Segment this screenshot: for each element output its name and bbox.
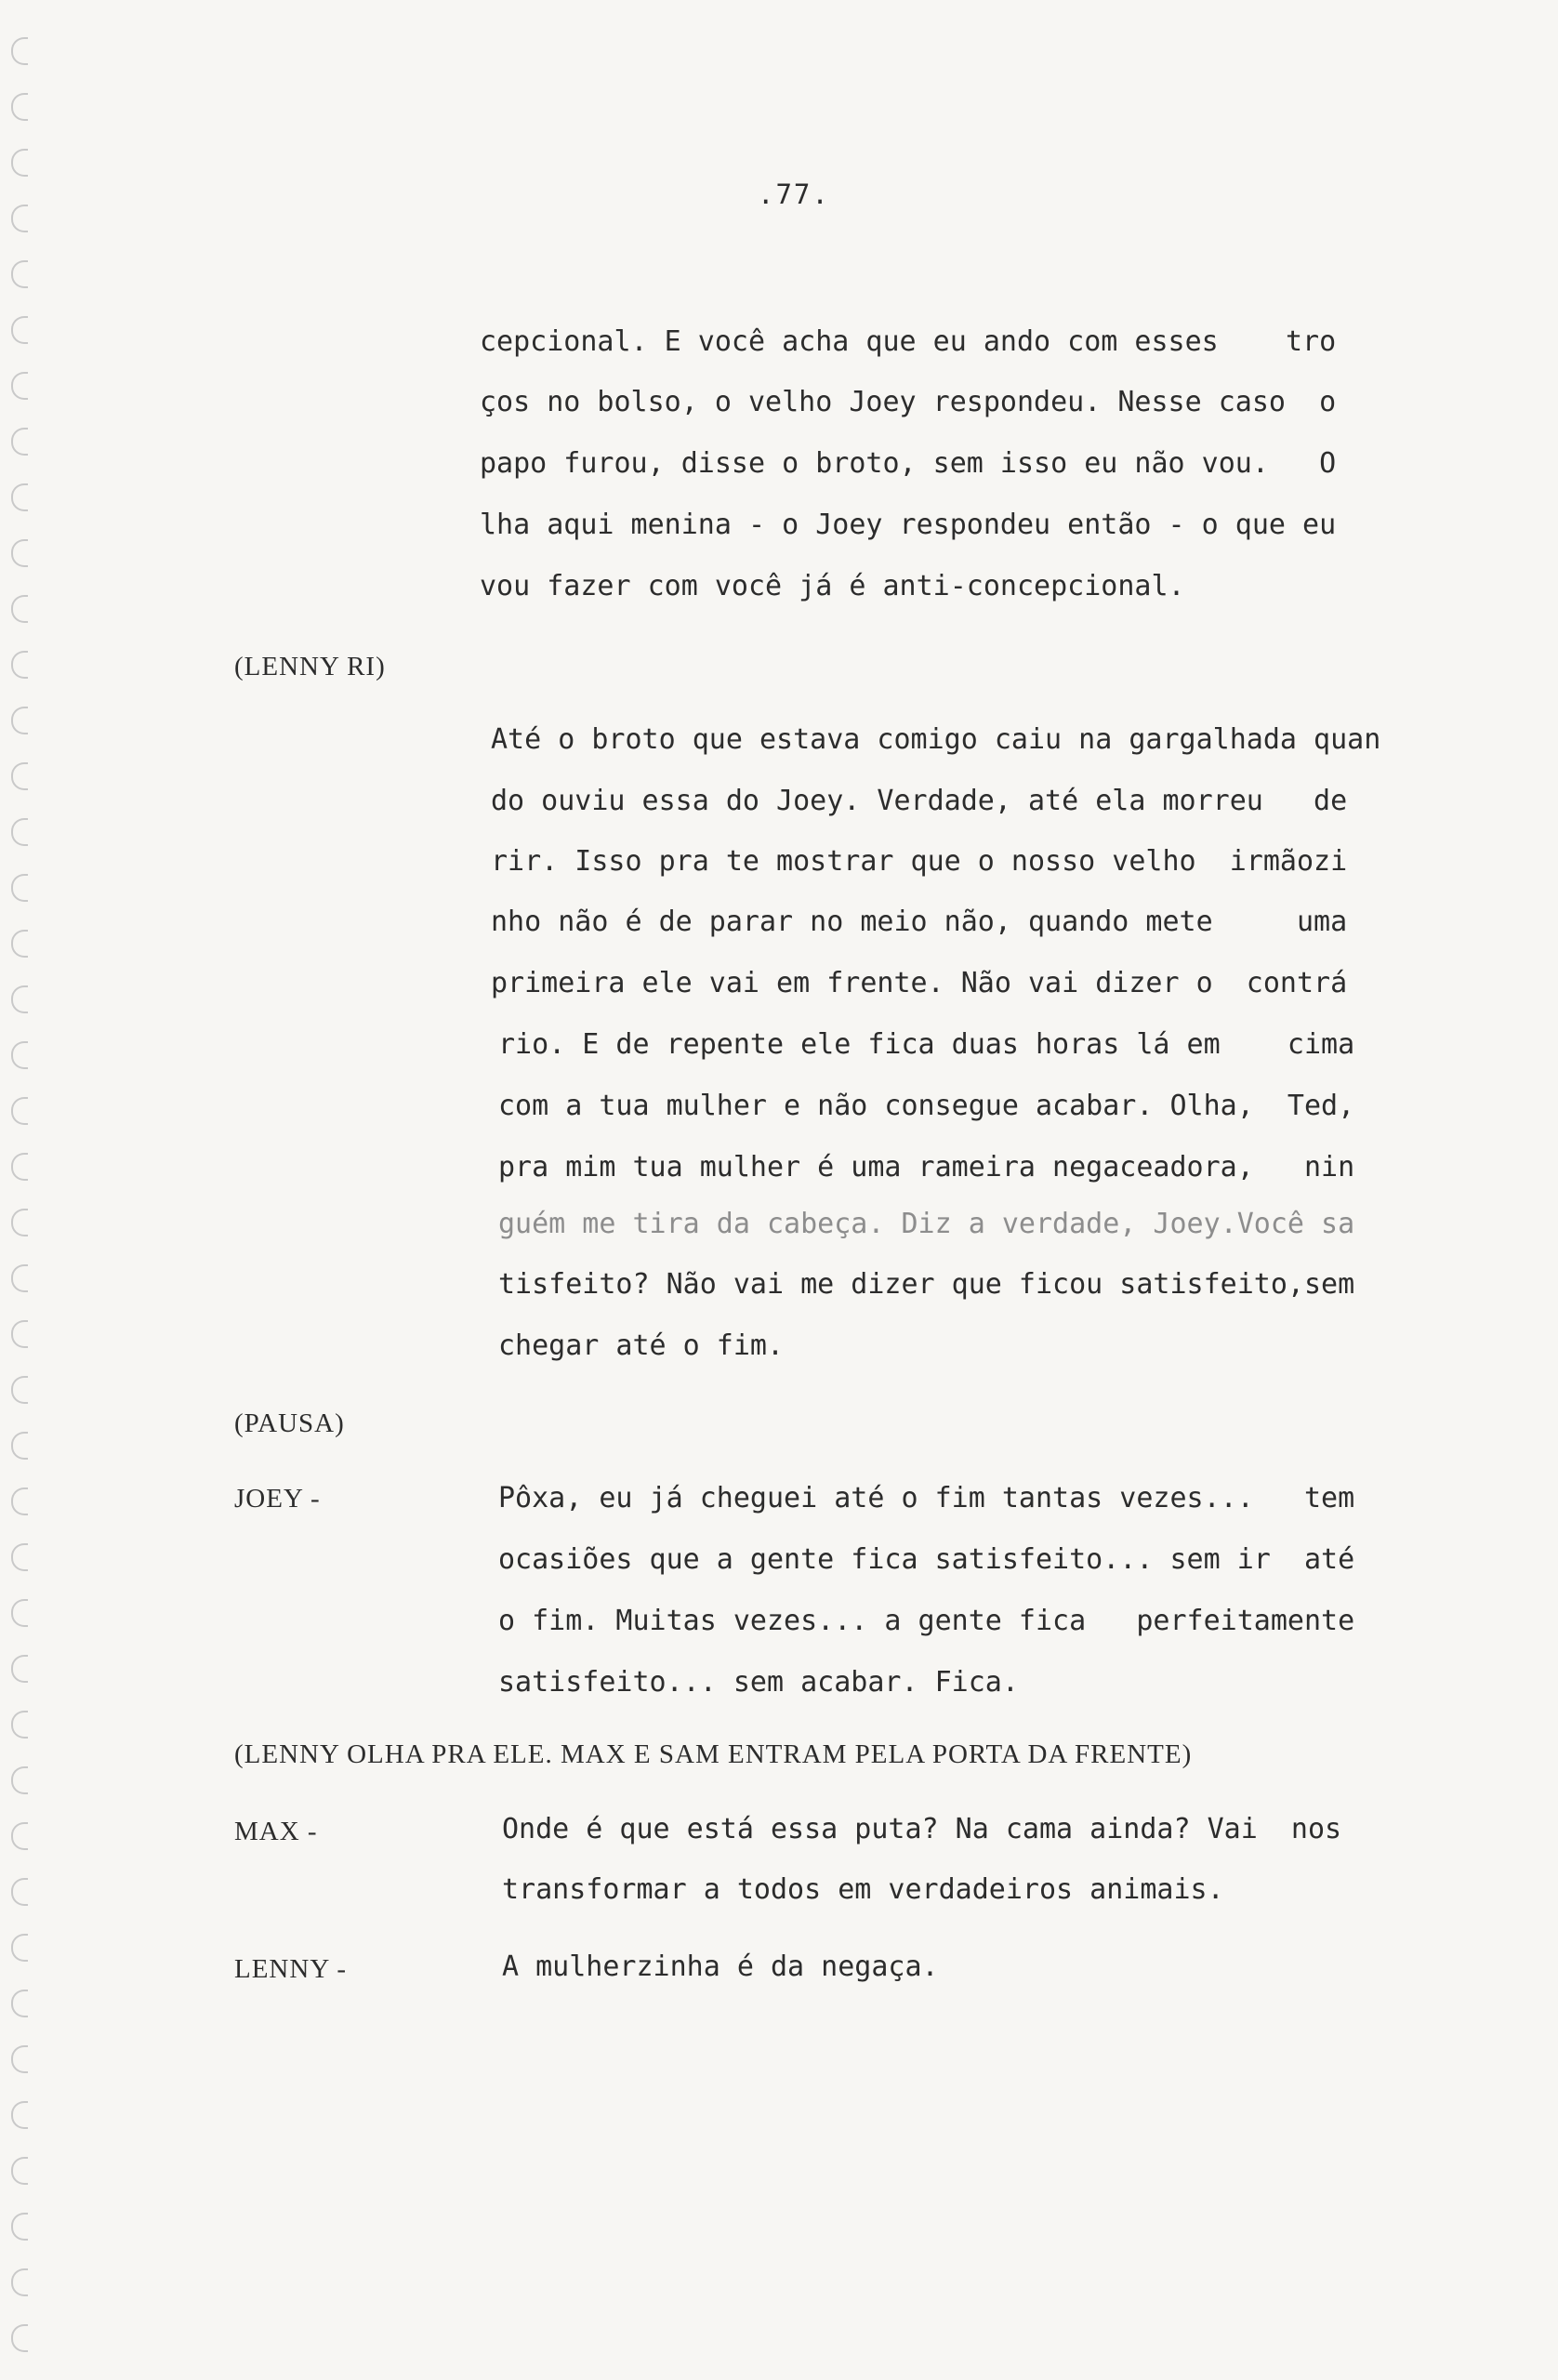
smudged-text-line: guém me tira da cabeça. Diz a verdade, Joey.Você sa: [498, 1208, 1355, 1240]
binding-hole: [11, 205, 28, 232]
binding-hole: [11, 2324, 28, 2352]
binding-hole: [11, 2213, 28, 2241]
text-line: com a tua mulher e não consegue acabar. Olha, Ted,: [498, 1090, 1355, 1122]
binding-hole: [11, 874, 28, 902]
binding-hole: [11, 1934, 28, 1962]
stage-direction: (LENNY OLHA PRA ELE. MAX E SAM ENTRAM PELA PORTA DA FRENTE): [234, 1739, 1193, 1769]
text-line: pra mim tua mulher é uma rameira negaceadora, nin: [498, 1151, 1355, 1183]
binding-hole: [11, 2101, 28, 2129]
text-line: primeira ele vai em frente. Não vai dizer o contrá: [491, 967, 1348, 999]
binding-hole: [11, 2045, 28, 2073]
dialogue-line: transformar a todos em verdadeiros animais.: [502, 1873, 1224, 1906]
speaker-label: MAX -: [234, 1817, 318, 1846]
binding-hole: [11, 1376, 28, 1404]
text-line: tisfeito? Não vai me dizer que ficou satisfeito,sem: [498, 1268, 1355, 1301]
binding-hole: [11, 2157, 28, 2185]
dialogue-line: Pôxa, eu já cheguei até o fim tantas vezes... tem: [498, 1482, 1355, 1514]
text-line: chegar até o fim.: [498, 1329, 785, 1362]
binding-hole: [11, 930, 28, 958]
binding-hole: [11, 1990, 28, 2017]
dialogue-line: satisfeito... sem acabar. Fica.: [498, 1666, 1019, 1699]
binding-hole: [11, 1822, 28, 1850]
binding-hole: [11, 2268, 28, 2296]
text-line: rio. E de repente ele fica duas horas lá em cima: [498, 1028, 1355, 1061]
binding-hole: [11, 37, 28, 65]
text-line: lha aqui menina - o Joey respondeu então - o que eu: [480, 509, 1337, 541]
text-line: nho não é de parar no meio não, quando mete uma: [491, 906, 1348, 938]
binding-hole: [11, 1711, 28, 1739]
text-line: rir. Isso pra te mostrar que o nosso velho irmãozi: [491, 845, 1348, 878]
binding-hole: [11, 1543, 28, 1571]
text-line: vou fazer com você já é anti-concepcional.: [480, 570, 1185, 602]
binding-hole: [11, 651, 28, 679]
binding-hole: [11, 595, 28, 623]
dialogue-line: Onde é que está essa puta? Na cama ainda? Vai nos: [502, 1813, 1342, 1845]
binding-hole: [11, 1097, 28, 1125]
text-line: cepcional. E você acha que eu ando com esses tro: [480, 325, 1337, 358]
binding-hole: [11, 1878, 28, 1906]
dialogue-line: A mulherzinha é da negaça.: [502, 1950, 939, 1983]
binding-hole: [11, 1655, 28, 1683]
binding-hole: [11, 149, 28, 177]
binding-hole: [11, 1432, 28, 1460]
stage-direction: (PAUSA): [234, 1408, 345, 1438]
speaker-label: JOEY -: [234, 1484, 321, 1514]
binding-hole: [11, 372, 28, 400]
binding-hole: [11, 1766, 28, 1794]
binding-hole: [11, 707, 28, 734]
spiral-binding: [0, 0, 46, 2380]
binding-hole: [11, 1264, 28, 1292]
text-line: papo furou, disse o broto, sem isso eu não vou. O: [480, 447, 1337, 480]
binding-hole: [11, 316, 28, 344]
binding-hole: [11, 1209, 28, 1236]
binding-hole: [11, 985, 28, 1013]
binding-hole: [11, 1599, 28, 1627]
speaker-label: LENNY -: [234, 1954, 348, 1984]
dialogue-line: ocasiões que a gente fica satisfeito... sem ir até: [498, 1543, 1355, 1576]
text-line: Até o broto que estava comigo caiu na gargalhada quan: [491, 723, 1381, 756]
binding-hole: [11, 539, 28, 567]
text-line: ços no bolso, o velho Joey respondeu. Nesse caso o: [480, 386, 1337, 418]
page-number: .77.: [758, 178, 830, 210]
binding-hole: [11, 1041, 28, 1069]
binding-hole: [11, 1320, 28, 1348]
binding-hole: [11, 818, 28, 846]
binding-hole: [11, 762, 28, 790]
binding-hole: [11, 483, 28, 511]
binding-hole: [11, 1488, 28, 1515]
dialogue-line: o fim. Muitas vezes... a gente fica perfeitamente: [498, 1605, 1355, 1637]
binding-hole: [11, 93, 28, 121]
text-line: do ouviu essa do Joey. Verdade, até ela morreu de: [491, 785, 1348, 817]
binding-hole: [11, 428, 28, 456]
stage-direction: (LENNY RI): [234, 652, 386, 681]
binding-hole: [11, 1153, 28, 1181]
binding-hole: [11, 260, 28, 288]
